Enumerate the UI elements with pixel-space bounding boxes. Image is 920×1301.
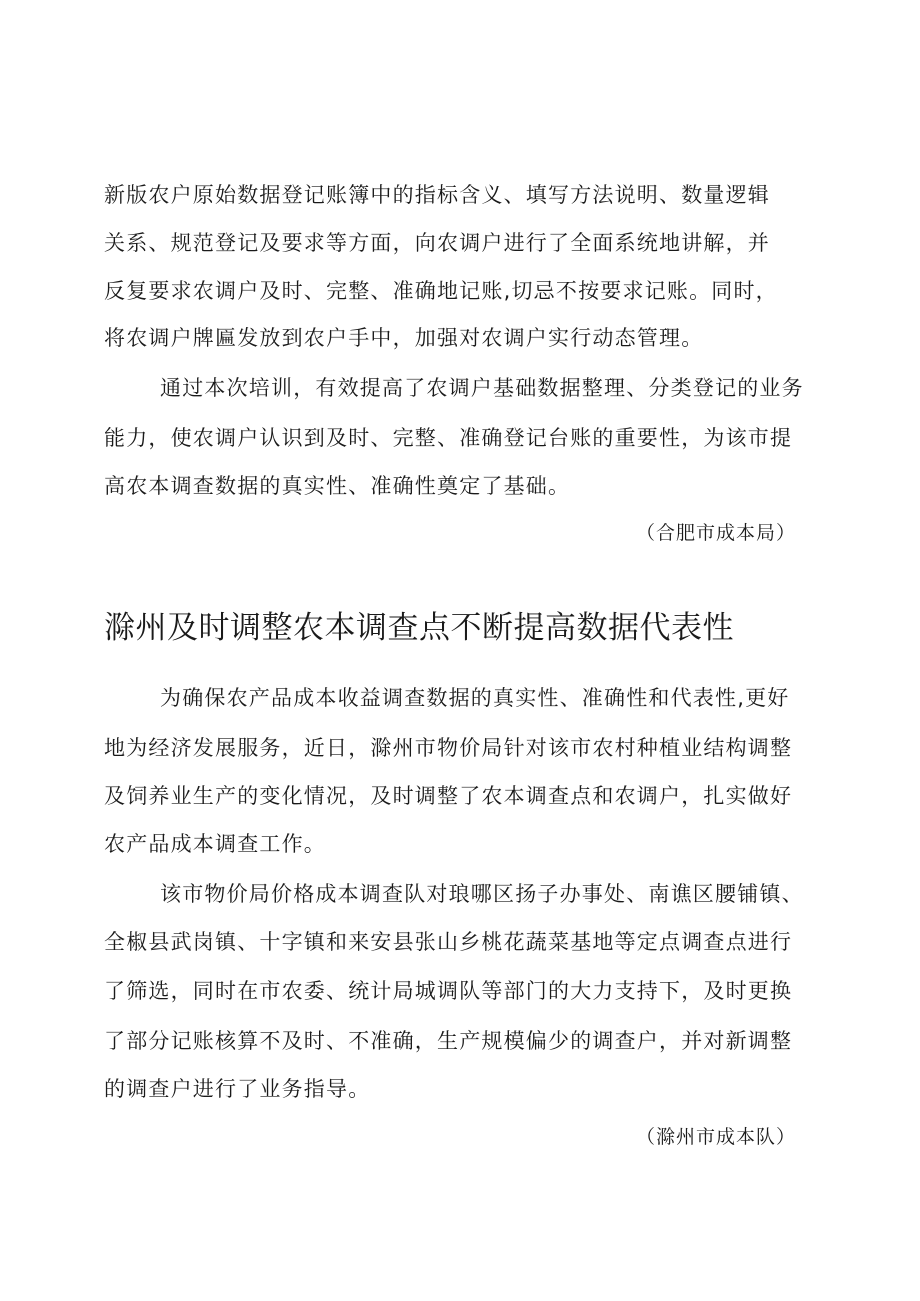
paragraph-line: 关系、规范登记及要求等方面，向农调户进行了全面系统地讲解，并: [104, 231, 770, 255]
paragraph-line: 该市物价局价格成本调查队对琅哪区扬子办事处、南谯区腰铺镇、: [160, 882, 804, 906]
paragraph-line: 了部分记账核算不及时、不准确，生产规模偏少的调查户，并对新调整: [104, 1029, 793, 1053]
paragraph-line: 为确保农产品成本收益调查数据的真实性、准确性和代表性,更好: [160, 686, 790, 710]
paragraph-line: 的调查户进行了业务指导。: [104, 1077, 371, 1101]
paragraph-line: 能力，使农调户认识到及时、完整、准确登记台账的重要性，为该市提: [104, 426, 793, 450]
article-title: 滁州及时调整农本调查点不断提高数据代表性: [104, 610, 734, 646]
paragraph-line: 及饲养业生产的变化情况，及时调整了农本调查点和农调户，扎实做好: [104, 784, 793, 808]
paragraph-line: 地为经济发展服务，近日，滁州市物价局针对该市农村种植业结构调整: [104, 736, 793, 760]
paragraph-line: 通过本次培训，有效提高了农调户基础数据整理、分类登记的业务: [160, 376, 804, 400]
paragraph-line: 将农调户牌匾发放到农户手中，加强对农调户实行动态管理。: [104, 326, 704, 350]
source-signature: （合肥市成本局）: [636, 522, 797, 544]
paragraph-line: 反复要求农调户及时、完整、准确地记账,切忌不按要求记账。同时，: [104, 279, 778, 303]
paragraph-line: 新版农户原始数据登记账簿中的指标含义、填写方法说明、数量逻辑: [104, 183, 770, 207]
paragraph-line: 农产品成本调查工作。: [104, 832, 326, 856]
paragraph-line: 高农本调查数据的真实性、准确性奠定了基础。: [104, 474, 571, 498]
source-signature: （滁州市成本队）: [636, 1126, 797, 1148]
paragraph-line: 全椒县武岗镇、十字镇和来安县张山乡桃花蔬菜基地等定点调查点进行: [104, 930, 793, 954]
paragraph-line: 了筛选，同时在市农委、统计局城调队等部门的大力支持下，及时更换: [104, 979, 793, 1003]
